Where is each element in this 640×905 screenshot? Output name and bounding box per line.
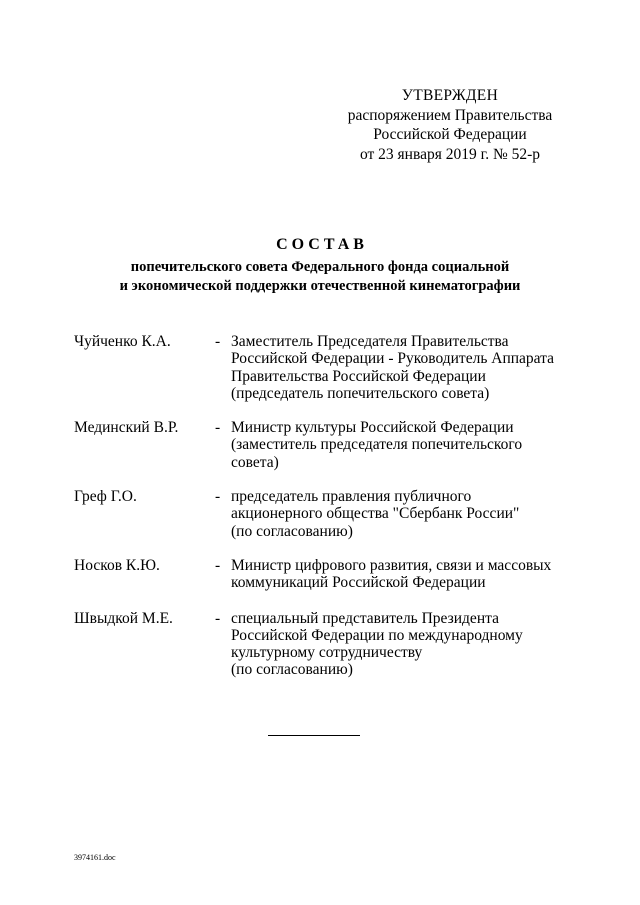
member-row: [74, 419, 574, 471]
member-role: [231, 333, 574, 402]
role-line: (по согласованию): [231, 522, 353, 540]
role-line: (заместитель председателя попечительского: [231, 436, 523, 454]
role-line: коммуникаций Российской Федерации: [231, 574, 486, 592]
role-line: специальный представитель Президента: [231, 609, 499, 627]
member-name: Носков К.Ю.: [74, 556, 160, 574]
member-dash: -: [215, 333, 221, 350]
approval-line-2: Российской Федерации: [373, 126, 527, 143]
document-heading: [0, 234, 640, 296]
document-title: СОСТАВ: [276, 236, 368, 253]
member-name: Швыдкой М.Е.: [74, 609, 173, 627]
member-dash: -: [215, 556, 221, 574]
member-row: [74, 557, 574, 592]
role-line: акционерного общества "Сбербанк России": [231, 505, 520, 523]
document-file-id: 3974161.doc: [74, 853, 116, 862]
role-line: культурному сотрудничеству: [231, 644, 423, 662]
member-name: Чуйченко К.А.: [74, 333, 171, 350]
member-dash: -: [215, 609, 221, 627]
member-dash: -: [215, 419, 221, 437]
member-name: Мединский В.Р.: [74, 419, 179, 437]
member-dash: -: [215, 488, 221, 506]
role-line: Заместитель Председателя Правительства: [231, 333, 509, 350]
member-row: [74, 488, 574, 540]
member-role: [231, 557, 574, 592]
subtitle-line-2: и экономической поддержки отечественной кинематографии: [119, 278, 521, 294]
member-row: [74, 333, 574, 402]
approval-line-3: от 23 января 2019 г. № 52-р: [359, 145, 541, 163]
role-line: (по согласованию): [231, 661, 353, 679]
member-role: [231, 610, 574, 679]
role-line: (председатель попечительского совета): [231, 384, 490, 402]
member-name: Греф Г.О.: [74, 488, 137, 506]
document-subtitle: [0, 258, 640, 296]
role-line: Правительства Российской Федерации: [231, 367, 486, 385]
member-role: [231, 488, 574, 540]
role-line: Министр культуры Российской Федерации: [231, 419, 514, 437]
role-line: совета): [231, 453, 279, 471]
end-separator-line: [268, 735, 360, 736]
approval-block: [332, 86, 568, 164]
member-row: [74, 610, 574, 679]
role-line: председатель правления публичного: [231, 488, 472, 506]
approval-line-1: распоряжением Правительства: [347, 106, 553, 124]
members-list: [74, 333, 574, 679]
role-line: Российской Федерации - Руководитель Аппарата: [231, 350, 555, 368]
approved-stamp-text: УТВЕРЖДЕН: [401, 87, 499, 104]
role-line: Министр цифрового развития, связи и массовых: [231, 556, 552, 574]
role-line: Российской Федерации по международному: [231, 626, 523, 644]
subtitle-line-1: попечительского совета Федерального фонда социальной: [130, 259, 510, 275]
member-role: [231, 419, 574, 471]
